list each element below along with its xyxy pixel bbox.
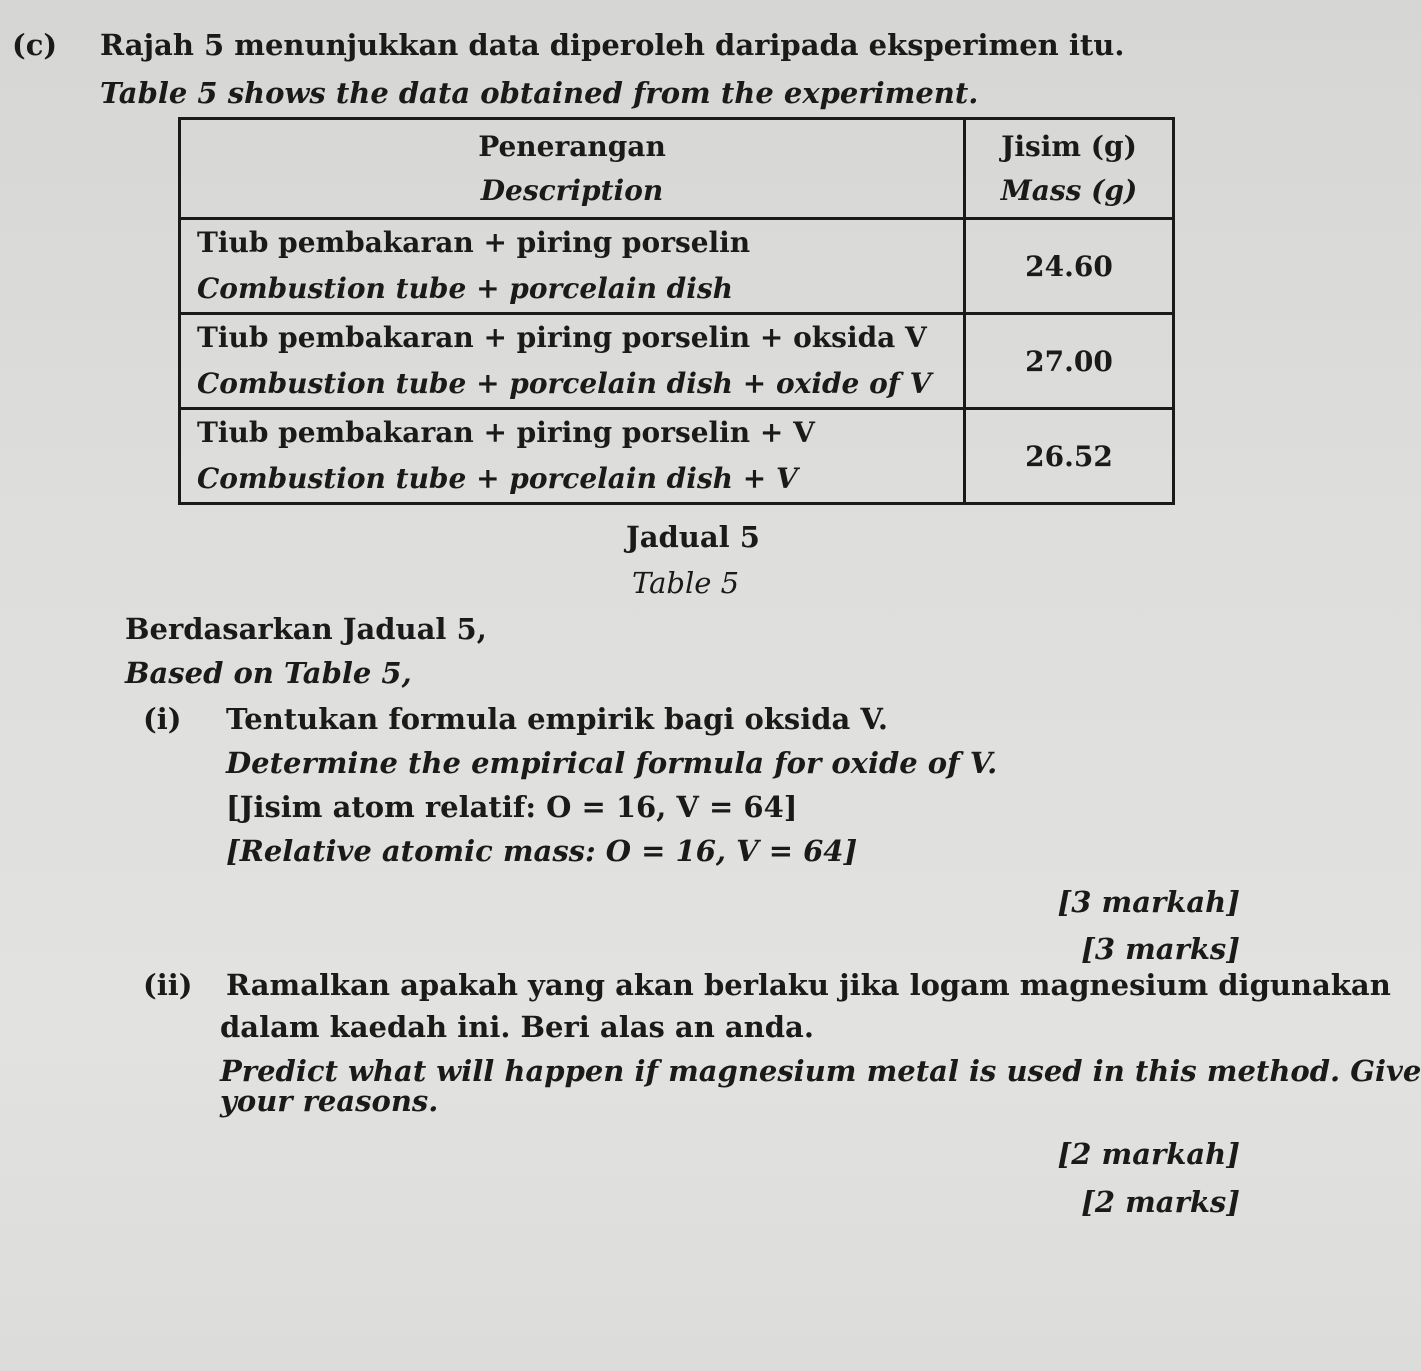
question-ii-ms-line1: Ramalkan apakah yang akan berlaku jika logam magnesium digunakan: [226, 968, 1391, 1002]
header-mass-ms: Jisim (g): [1001, 129, 1137, 163]
table-caption-ms: Jadual 5: [626, 520, 760, 554]
question-i-en: Determine the empirical formula for oxide of V.: [226, 746, 998, 780]
intro-malay: Rajah 5 menunjukkan data diperoleh daripada eksperimen itu.: [100, 28, 1125, 62]
header-mass: [965, 119, 1174, 219]
question-i-note-en: [Relative atomic mass: O = 16, V = 64]: [226, 834, 858, 868]
question-i-marks-ms: [3 markah]: [1057, 885, 1240, 919]
question-i-ms: Tentukan formula empirik bagi oksida V.: [226, 702, 888, 736]
table-header-row: [180, 119, 1174, 219]
header-description: [180, 119, 965, 219]
table-row: [180, 219, 1174, 314]
based-on-en: Based on Table 5,: [125, 656, 412, 690]
question-ii-en-line1: Predict what will happen if magnesium metal is used in this method. Give: [220, 1054, 1421, 1088]
row-description: [180, 314, 965, 409]
header-mass-en: Mass (g): [1000, 173, 1138, 207]
table-caption-en: Table 5: [632, 566, 740, 600]
row-mass: 24.60: [965, 219, 1174, 314]
row-description-en: Combustion tube + porcelain dish + V: [197, 462, 798, 495]
row-description-ms: Tiub pembakaran + piring porselin + oksida V: [197, 321, 927, 354]
row-mass: 27.00: [965, 314, 1174, 409]
header-description-en: Description: [480, 173, 664, 207]
based-on-ms: Berdasarkan Jadual 5,: [125, 612, 487, 646]
row-description-en: Combustion tube + porcelain dish + oxide of V: [197, 367, 932, 400]
question-i-marks-en: [3 marks]: [1081, 932, 1240, 966]
intro-english: Table 5 shows the data obtained from the experiment.: [100, 76, 979, 110]
row-description: [180, 409, 965, 504]
table-row: [180, 314, 1174, 409]
question-ii-ms-line2: dalam kaedah ini. Beri alas an anda.: [220, 1010, 814, 1044]
data-table: [178, 117, 1175, 505]
header-description-ms: Penerangan: [478, 129, 666, 163]
row-description-ms: Tiub pembakaran + piring porselin: [197, 226, 751, 259]
row-description-ms: Tiub pembakaran + piring porselin + V: [197, 416, 815, 449]
row-mass: 26.52: [965, 409, 1174, 504]
part-label: (c): [12, 28, 58, 62]
question-ii-label: (ii): [143, 968, 193, 1002]
row-description: [180, 219, 965, 314]
question-i-note-ms: [Jisim atom relatif: O = 16, V = 64]: [226, 790, 798, 824]
row-description-en: Combustion tube + porcelain dish: [197, 272, 734, 305]
question-ii-marks-en: [2 marks]: [1081, 1185, 1240, 1219]
question-ii-en-line2: your reasons.: [220, 1084, 439, 1118]
table-row: [180, 409, 1174, 504]
question-i-label: (i): [143, 702, 182, 736]
question-ii-marks-ms: [2 markah]: [1057, 1137, 1240, 1171]
